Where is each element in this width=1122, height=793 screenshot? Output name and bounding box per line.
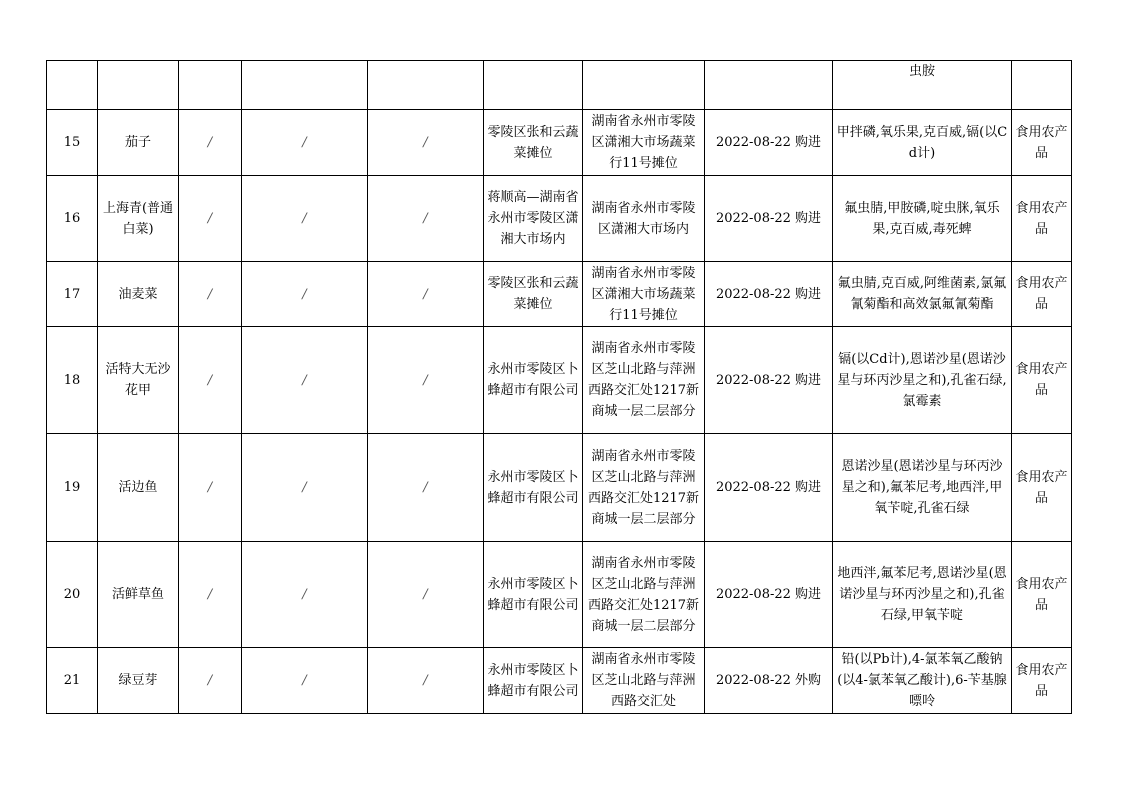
cell-no: 18 [47, 327, 98, 434]
cell-date: 2022-08-22 购进 [705, 110, 833, 176]
table-row [47, 262, 1072, 327]
cell-c5: / [368, 434, 484, 542]
cell-c4: / [242, 327, 368, 434]
cell-date: 2022-08-22 购进 [705, 176, 833, 262]
cell-c3: / [179, 542, 242, 648]
cell-items: 地西泮,氟苯尼考,恩诺沙星(恩诺沙星与环丙沙星之和),孔雀石绿,甲氧苄啶 [833, 542, 1012, 648]
cell-items: 虫胺 [833, 61, 1012, 110]
cell-c3: / [179, 262, 242, 327]
table-row [47, 110, 1072, 176]
cell-c3: / [179, 176, 242, 262]
cell-c4: / [242, 110, 368, 176]
cell-seller: 永州市零陵区卜蜂超市有限公司 [484, 648, 583, 714]
cell-name: 活特大无沙花甲 [98, 327, 179, 434]
cell-address: 湖南省永州市零陵区潇湘大市场蔬菜行11号摊位 [583, 262, 705, 327]
cell-seller: 零陵区张和云蔬菜摊位 [484, 262, 583, 327]
cell-c4: / [242, 176, 368, 262]
cell-category: 食用农产品 [1012, 327, 1072, 434]
cell-c5: / [368, 648, 484, 714]
cell-name: 活边鱼 [98, 434, 179, 542]
cell-no [47, 61, 98, 110]
cell-c4: / [242, 542, 368, 648]
cell-no: 21 [47, 648, 98, 714]
cell-date: 2022-08-22 购进 [705, 434, 833, 542]
cell-no: 20 [47, 542, 98, 648]
cell-name: 油麦菜 [98, 262, 179, 327]
cell-c4: / [242, 262, 368, 327]
cell-items: 镉(以Cd计),恩诺沙星(恩诺沙星与环丙沙星之和),孔雀石绿,氯霉素 [833, 327, 1012, 434]
cell-no: 15 [47, 110, 98, 176]
cell-date: 2022-08-22 购进 [705, 327, 833, 434]
cell-seller [484, 61, 583, 110]
cell-date: 2022-08-22 购进 [705, 262, 833, 327]
cell-no: 16 [47, 176, 98, 262]
cell-c5: / [368, 262, 484, 327]
cell-c5 [368, 61, 484, 110]
cell-address: 湖南省永州市零陵区芝山北路与萍洲西路交汇处1217新商城一层二层部分 [583, 542, 705, 648]
cell-seller: 永州市零陵区卜蜂超市有限公司 [484, 327, 583, 434]
cell-c5: / [368, 110, 484, 176]
cell-address: 湖南省永州市零陵区芝山北路与萍洲西路交汇处1217新商城一层二层部分 [583, 327, 705, 434]
cell-c4: / [242, 434, 368, 542]
cell-date [705, 61, 833, 110]
cell-c3: / [179, 648, 242, 714]
cell-c3: / [179, 434, 242, 542]
cell-no: 17 [47, 262, 98, 327]
cell-c3: / [179, 327, 242, 434]
table-row [47, 648, 1072, 714]
cell-c4 [242, 61, 368, 110]
cell-name: 活鲜草鱼 [98, 542, 179, 648]
cell-name: 绿豆芽 [98, 648, 179, 714]
cell-category: 食用农产品 [1012, 434, 1072, 542]
cell-date: 2022-08-22 购进 [705, 542, 833, 648]
cell-address: 湖南省永州市零陵区潇湘大市场蔬菜行11号摊位 [583, 110, 705, 176]
cell-category: 食用农产品 [1012, 648, 1072, 714]
cell-c4: / [242, 648, 368, 714]
cell-c5: / [368, 176, 484, 262]
cell-address [583, 61, 705, 110]
cell-items: 氟虫腈,甲胺磷,啶虫脒,氧乐果,克百威,毒死蜱 [833, 176, 1012, 262]
cell-seller: 蒋顺高—湖南省永州市零陵区潇湘大市场内 [484, 176, 583, 262]
cell-items: 甲拌磷,氧乐果,克百威,镉(以Cd计) [833, 110, 1012, 176]
cell-address: 湖南省永州市零陵区芝山北路与萍洲西路交汇处1217新商城一层二层部分 [583, 434, 705, 542]
cell-name: 上海青(普通白菜) [98, 176, 179, 262]
cell-date: 2022-08-22 外购 [705, 648, 833, 714]
cell-c3 [179, 61, 242, 110]
cell-c5: / [368, 327, 484, 434]
cell-name [98, 61, 179, 110]
cell-name: 茄子 [98, 110, 179, 176]
cell-address: 湖南省永州市零陵区芝山北路与萍洲西路交汇处 [583, 648, 705, 714]
table-row [47, 327, 1072, 434]
cell-category [1012, 61, 1072, 110]
cell-category: 食用农产品 [1012, 176, 1072, 262]
cell-seller: 永州市零陵区卜蜂超市有限公司 [484, 542, 583, 648]
cell-items: 氟虫腈,克百威,阿维菌素,氯氟氰菊酯和高效氯氟氰菊酯 [833, 262, 1012, 327]
cell-items: 铅(以Pb计),4-氯苯氧乙酸钠(以4-氯苯氧乙酸计),6-苄基腺嘌呤 [833, 648, 1012, 714]
cell-c5: / [368, 542, 484, 648]
cell-category: 食用农产品 [1012, 110, 1072, 176]
cell-category: 食用农产品 [1012, 262, 1072, 327]
cell-address: 湖南省永州市零陵区潇湘大市场内 [583, 176, 705, 262]
table-row [47, 434, 1072, 542]
inspection-table [46, 60, 1072, 714]
table-row [47, 176, 1072, 262]
cell-no: 19 [47, 434, 98, 542]
table-row [47, 542, 1072, 648]
cell-seller: 零陵区张和云蔬菜摊位 [484, 110, 583, 176]
cell-c3: / [179, 110, 242, 176]
table-row-continuation [47, 61, 1072, 110]
cell-items: 恩诺沙星(恩诺沙星与环丙沙星之和),氟苯尼考,地西泮,甲氧苄啶,孔雀石绿 [833, 434, 1012, 542]
cell-seller: 永州市零陵区卜蜂超市有限公司 [484, 434, 583, 542]
cell-category: 食用农产品 [1012, 542, 1072, 648]
